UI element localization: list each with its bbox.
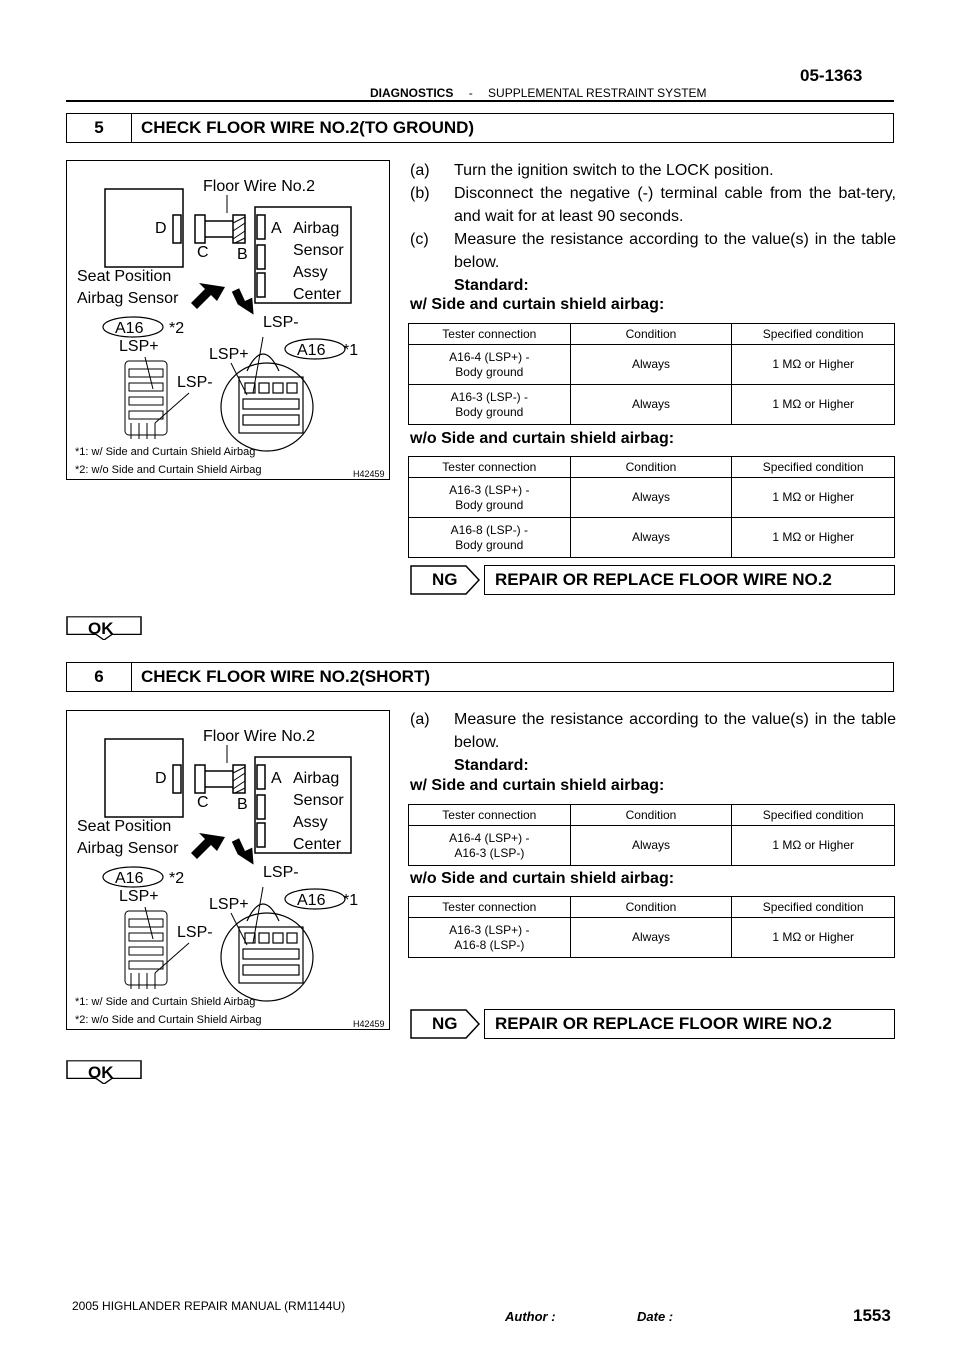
- section-name: SUPPLEMENTAL RESTRAINT SYSTEM: [488, 86, 707, 100]
- condition-cell: Always: [570, 918, 732, 958]
- label-star1: *1: [343, 342, 359, 359]
- label-lsp-minus-left: LSP-: [177, 924, 213, 941]
- label-a16-right: A16: [297, 892, 326, 909]
- label-lsp-minus-top: LSP-: [263, 864, 299, 881]
- condition-cell: Always: [570, 518, 732, 558]
- spec-cell: 1 MΩ or Higher: [732, 518, 895, 558]
- arrow-icon-left: [191, 833, 225, 859]
- table-row: [409, 345, 895, 385]
- label-seat-position: Seat Position: [77, 268, 172, 285]
- fig-code: H42459: [353, 469, 385, 479]
- table-row: [409, 826, 895, 866]
- label-c: C: [197, 244, 209, 261]
- note-1: *1: w/ Side and Curtain Shield Airbag: [75, 996, 256, 1008]
- label-lsp-plus-left: LSP+: [119, 338, 159, 355]
- spec-cell: 1 MΩ or Higher: [732, 826, 895, 866]
- table-header-row: [409, 897, 895, 918]
- connector-diagram: [67, 711, 391, 1031]
- label-a16-right: A16: [297, 342, 326, 359]
- standard-label: Standard:: [454, 277, 529, 294]
- left-connector-icon: [125, 911, 167, 989]
- condition-cell: Always: [570, 478, 732, 518]
- label-assy: Assy: [293, 814, 328, 831]
- table-header-row: [409, 457, 895, 478]
- step6-with-title: w/ Side and curtain shield airbag:: [410, 777, 665, 794]
- step6-figure: [66, 710, 390, 1030]
- label-star1: *1: [343, 892, 359, 909]
- conn-cell: A16-4 (LSP+) - Body ground: [409, 345, 571, 385]
- left-connector-icon: [125, 361, 167, 439]
- instr-text: Disconnect the negative (-) terminal cable from the bat-tery, and wait for at least 90 seconds.: [454, 185, 896, 225]
- table-row: [409, 918, 895, 958]
- condition-cell: Always: [570, 385, 732, 425]
- conn-cell: A16-3 (LSP-) - Body ground: [409, 385, 571, 425]
- connector-diagram: [67, 161, 391, 481]
- conn-cell: A16-8 (LSP-) - Body ground: [409, 518, 571, 558]
- instr-text: Measure the resistance according to the value(s) in the table below.: [454, 231, 896, 271]
- instr-text: Measure the resistance according to the value(s) in the table below.: [454, 711, 896, 751]
- fig-code: H42459: [353, 1019, 385, 1029]
- ng-label: NG: [432, 1014, 458, 1033]
- arrow-icon-left: [191, 283, 225, 309]
- header-cell: Specified condition: [732, 324, 895, 345]
- label-center: Center: [293, 286, 342, 303]
- instr-text: Turn the ignition switch to the LOCK position.: [454, 162, 774, 179]
- label-a: A: [271, 770, 282, 787]
- label-sensor: Sensor: [293, 792, 344, 809]
- label-lsp-plus-right: LSP+: [209, 896, 249, 913]
- label-airbag-sensor: Airbag Sensor: [77, 290, 179, 307]
- instr-label: (c): [410, 231, 429, 248]
- date-label: Date :: [637, 1309, 674, 1324]
- manual-footer: 2005 HIGHLANDER REPAIR MANUAL (RM1144U): [72, 1299, 346, 1313]
- label-sensor: Sensor: [293, 242, 344, 259]
- author-label: Author :: [505, 1309, 556, 1324]
- label-d: D: [155, 770, 167, 787]
- conn-cell: A16-4 (LSP+) - A16-3 (LSP-): [409, 826, 571, 866]
- header-cell: Condition: [570, 897, 732, 918]
- step6-number: 6: [67, 663, 132, 691]
- label-floor-wire: Floor Wire No.2: [203, 178, 316, 195]
- step6-instructions: [410, 708, 896, 777]
- ng-action: REPAIR OR REPLACE FLOOR WIRE NO.2: [484, 565, 895, 595]
- label-b: B: [237, 796, 248, 813]
- condition-cell: Always: [570, 345, 732, 385]
- table-row: [409, 478, 895, 518]
- step6-title-bar: [66, 662, 894, 692]
- header-cell: Tester connection: [409, 897, 571, 918]
- step6-title: CHECK FLOOR WIRE NO.2(SHORT): [141, 667, 430, 686]
- note-1: *1: w/ Side and Curtain Shield Airbag: [75, 446, 256, 458]
- step5-title: CHECK FLOOR WIRE NO.2(TO GROUND): [141, 118, 475, 137]
- step5-without-table: [408, 456, 895, 558]
- conn-cell: A16-3 (LSP+) - Body ground: [409, 478, 571, 518]
- step5-figure: [66, 160, 390, 480]
- step5-with-table: [408, 323, 895, 425]
- label-center: Center: [293, 836, 342, 853]
- page-code: 05-1363: [800, 66, 863, 85]
- standard-label: Standard:: [454, 757, 529, 774]
- label-lsp-minus-top: LSP-: [263, 314, 299, 331]
- label-assy: Assy: [293, 264, 328, 281]
- header-cell: Specified condition: [732, 457, 895, 478]
- condition-cell: Always: [570, 826, 732, 866]
- step6-ng-bar: [410, 1009, 895, 1039]
- table-header-row: [409, 805, 895, 826]
- label-lsp-plus-right: LSP+: [209, 346, 249, 363]
- seat-sensor-box: [105, 189, 183, 267]
- step5-instructions: [410, 159, 896, 297]
- table-header-row: [409, 324, 895, 345]
- label-a: A: [271, 220, 282, 237]
- header-cell: Condition: [570, 457, 732, 478]
- label-d: D: [155, 220, 167, 237]
- label-a16-left: A16: [115, 870, 144, 887]
- instr-label: (b): [410, 185, 430, 202]
- step5-without-title: w/o Side and curtain shield airbag:: [410, 430, 675, 447]
- header-cell: Specified condition: [732, 805, 895, 826]
- ok-label: OK: [88, 1063, 114, 1082]
- table-row: [409, 385, 895, 425]
- step6-with-table: [408, 804, 895, 866]
- header-cell: Condition: [570, 805, 732, 826]
- header-rule: [66, 100, 894, 102]
- step6-ok: [66, 1060, 142, 1084]
- step5-ng-bar: [410, 565, 895, 595]
- spec-cell: 1 MΩ or Higher: [732, 918, 895, 958]
- spec-cell: 1 MΩ or Higher: [732, 478, 895, 518]
- header-cell: Condition: [570, 324, 732, 345]
- ok-label: OK: [88, 619, 114, 638]
- step6-without-title: w/o Side and curtain shield airbag:: [410, 870, 675, 887]
- header-cell: Tester connection: [409, 805, 571, 826]
- section-bold: DIAGNOSTICS: [370, 86, 454, 100]
- table-row: [409, 518, 895, 558]
- ng-label: NG: [432, 570, 458, 589]
- spec-cell: 1 MΩ or Higher: [732, 385, 895, 425]
- step5-with-title: w/ Side and curtain shield airbag:: [410, 296, 665, 313]
- label-airbag: Airbag: [293, 770, 340, 787]
- header-cell: Tester connection: [409, 457, 571, 478]
- spec-cell: 1 MΩ or Higher: [732, 345, 895, 385]
- step5-title-bar: [66, 113, 894, 143]
- right-connector-icon: [221, 904, 313, 1001]
- step5-ok: [66, 616, 142, 640]
- label-seat-position: Seat Position: [77, 818, 172, 835]
- label-star2: *2: [169, 320, 185, 337]
- page-number: 1553: [853, 1306, 891, 1325]
- instr-label: (a): [410, 162, 430, 179]
- ng-action: REPAIR OR REPLACE FLOOR WIRE NO.2: [484, 1009, 895, 1039]
- label-c: C: [197, 794, 209, 811]
- header-cell: Tester connection: [409, 324, 571, 345]
- instr-label: (a): [410, 711, 430, 728]
- label-b: B: [237, 246, 248, 263]
- conn-cell: A16-3 (LSP+) - A16-8 (LSP-): [409, 918, 571, 958]
- note-2: *2: w/o Side and Curtain Shield Airbag: [75, 1014, 262, 1026]
- section-dash: -: [468, 86, 473, 100]
- label-airbag-sensor: Airbag Sensor: [77, 840, 179, 857]
- label-lsp-minus-left: LSP-: [177, 374, 213, 391]
- label-a16-left: A16: [115, 320, 144, 337]
- step6-without-table: [408, 896, 895, 958]
- label-airbag: Airbag: [293, 220, 340, 237]
- right-connector-icon: [221, 354, 313, 451]
- note-2: *2: w/o Side and Curtain Shield Airbag: [75, 464, 262, 476]
- header-cell: Specified condition: [732, 897, 895, 918]
- label-floor-wire: Floor Wire No.2: [203, 728, 316, 745]
- section-header: [370, 86, 707, 100]
- step5-number: 5: [67, 114, 132, 142]
- label-star2: *2: [169, 870, 185, 887]
- label-lsp-plus-left: LSP+: [119, 888, 159, 905]
